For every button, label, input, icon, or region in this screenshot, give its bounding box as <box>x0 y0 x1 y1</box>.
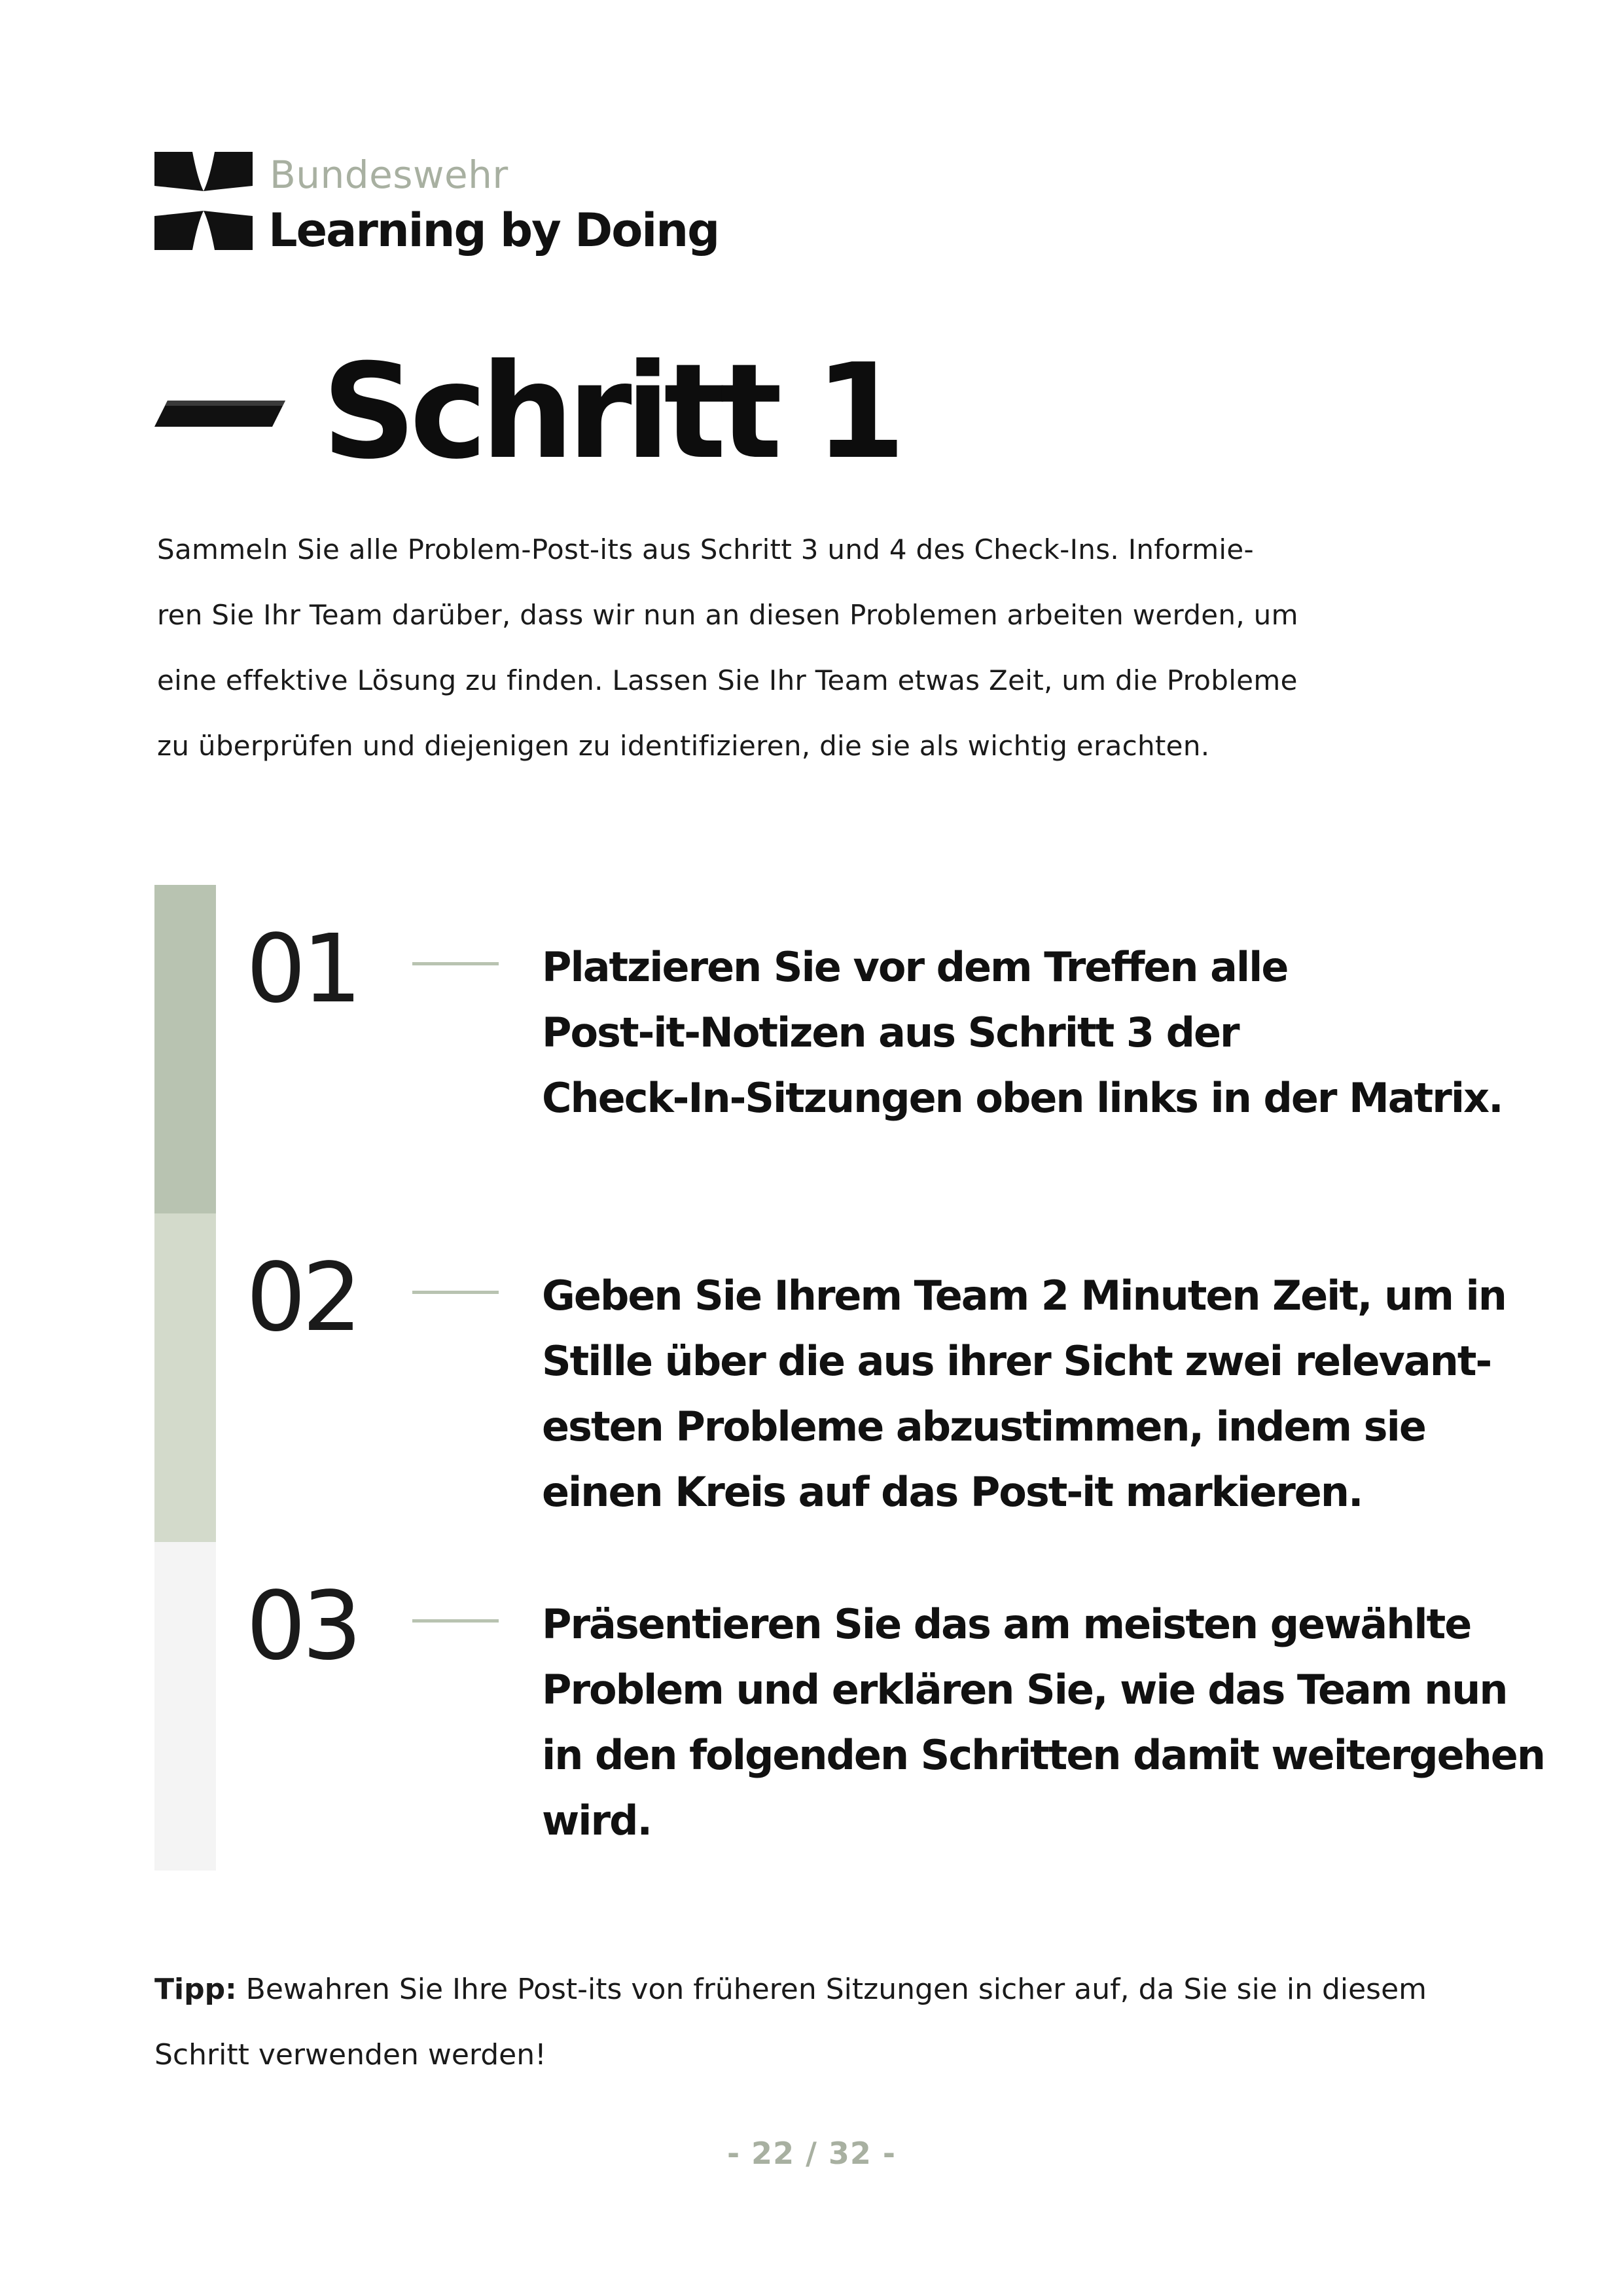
intro-paragraph <box>157 517 1355 779</box>
step-3-text <box>542 1592 1544 1854</box>
step-1-rule <box>412 962 499 965</box>
step-3-rule <box>412 1619 499 1623</box>
step-2-bar <box>154 1213 216 1542</box>
intro-line: Sammeln Sie alle Problem-Post-its aus Schritt 3 und 4 des Check-Ins. Informie- <box>157 533 1255 565</box>
step-2-number: 02 <box>246 1242 359 1352</box>
brand-logo <box>154 152 253 250</box>
brand-org: Bundeswehr <box>270 152 508 197</box>
step-line: Check-In-Sitzungen oben links in der Matrix. <box>542 1074 1503 1122</box>
step-1-text <box>542 935 1503 1131</box>
heading-dash-icon <box>154 401 285 427</box>
page-number: - 22 / 32 - <box>726 2136 897 2171</box>
step-line: Post-it-Notizen aus Schritt 3 der <box>542 1009 1239 1056</box>
page-title: Schritt 1 <box>322 336 900 488</box>
step-line: in den folgenden Schritten damit weitergehen <box>542 1731 1544 1779</box>
four-petal-cross-icon <box>154 152 253 250</box>
tip-line: Schritt verwenden werden! <box>154 2038 546 2072</box>
step-3-bar <box>154 1542 216 1871</box>
step-1-bar <box>154 885 216 1213</box>
step-line: Problem und erklären Sie, wie das Team nun <box>542 1666 1507 1713</box>
step-line: einen Kreis auf das Post-it markieren. <box>542 1468 1363 1516</box>
step-line: Stille über die aus ihrer Sicht zwei relevant- <box>542 1337 1491 1385</box>
intro-line: eine effektive Lösung zu finden. Lassen Sie Ihr Team etwas Zeit, um die Probleme <box>157 664 1298 696</box>
tip-label: Tipp: <box>154 1973 237 2006</box>
tip-line <box>154 1957 1463 2022</box>
step-line: Platzieren Sie vor dem Treffen alle <box>542 943 1288 991</box>
tip-paragraph <box>154 1957 1463 2088</box>
step-1-number: 01 <box>246 914 359 1024</box>
step-line: Geben Sie Ihrem Team 2 Minuten Zeit, um in <box>542 1272 1506 1319</box>
step-2-rule <box>412 1291 499 1294</box>
step-line: Präsentieren Sie das am meisten gewählte <box>542 1600 1471 1648</box>
step-3-number: 03 <box>246 1571 359 1681</box>
step-2-text <box>542 1263 1506 1525</box>
intro-line: ren Sie Ihr Team darüber, dass wir nun an diesen Problemen arbeiten werden, um <box>157 599 1298 631</box>
tip-text: Bewahren Sie Ihre Post-its von früheren Sitzungen sicher auf, da Sie sie in diesem <box>236 1973 1427 2006</box>
step-line: esten Probleme abzustimmen, indem sie <box>542 1403 1425 1450</box>
brand-name: Learning by Doing <box>268 204 719 257</box>
step-line: wird. <box>542 1797 652 1844</box>
intro-line: zu überprüfen und diejenigen zu identifizieren, die sie als wichtig erachten. <box>157 730 1210 762</box>
